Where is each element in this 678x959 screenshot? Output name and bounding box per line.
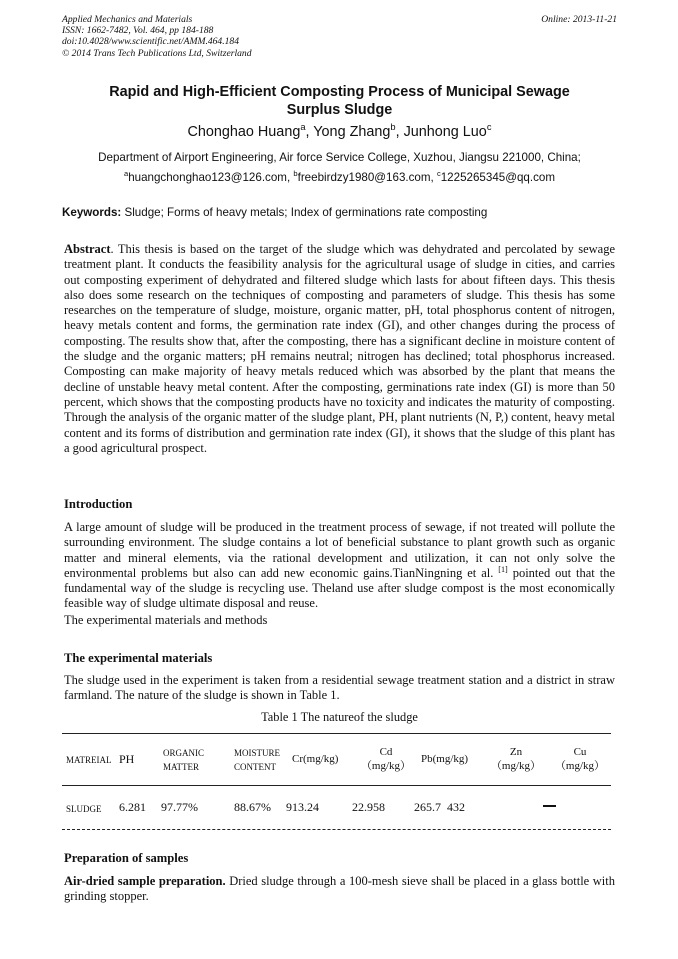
col-header-cd-line1: Cd [379,746,393,758]
abstract-text: . This thesis is based on the target of the sludge which was dehydrated and percolated by sewage treatment plant. It conducts the feasibility analysis for the agricultural usage of sludge in cities, and carries out composting experiment of dehydrated and filtered sludge which lasts for about fifteen days. This thesis also does some research on the techniques of composting and parameters of sludge. This thesis has some researches on the temperature of sludge, moisture, organic matter, pH, total phosphorus content of nitrogen, heavy metals content and forms, the germination rate index (GI), and other changes during the process of composting. The results show that, after the composting, there has a significant decline in moisture content of the sludge and the organic matters; pH remains neutral; nitrogen has declined; total phosphorus increased. Composting can make majority of heavy metals reduced which was absorbed by the plant that means the decline of unstable heavy metal content. After the composting, germinations rate index (GI) is more than 50 percent, which shows that the composting products have no toxicity and indicates the maturity of composting. Through the analysis of the organic matter of the sludge plant, PH, plant nutrients (N, P,) content, heavy metal content and its forms of distribution and germination rate index (GI), it shows that the sludge of this plant has a good agricultural prospect. [64,242,615,455]
author-list [62,123,617,141]
table-top-rule [62,733,611,734]
title-line-2: Surplus Sludge [286,102,393,118]
author-name: Junhong Luo [403,124,487,140]
col-header-zn-line1: Zn [509,746,523,758]
cell-moisture: 88.67% [234,800,271,814]
author-separator: , [395,124,404,140]
methods-line: The experimental materials and methods [64,613,268,627]
author-emails [62,171,617,185]
keywords-label: Keywords: [62,206,122,219]
email-sup: c [436,169,441,179]
cell-cd: 22.958 [352,800,385,814]
table-bottom-rule [62,829,611,830]
citation-ref: [1] [498,564,508,574]
title-line-1: Rapid and High-Efficient Composting Process of Municipal Sewage [109,84,570,100]
online-date: Online: 2013-11-21 [541,14,617,25]
preparation-paragraph [64,874,615,905]
issn-line: ISSN: 1662-7482, Vol. 464, pp 184-188 [62,25,214,37]
introduction-text: A large amount of sludge will be produced in the treatment process of sewage, if not treated will pollute the surrounding environment. The sludge contains a lot of beneficial substance to plant growth such as organic matter and mineral elements, via the rational development and utilization, it can not only solve the environmental problems but also can add new economic gains.TianNingning et al. [64,520,615,580]
cell-cu-dash [543,805,556,807]
col-header-moisture-line1: MOISTURE [234,748,281,758]
introduction-text-cont: pointed out that the fundamental way of the sludge is recycling use. Theland use after sludge compost is the most economically feasible way of sludge ultimate disposal and reuse. [64,565,615,611]
author-name: Chonghao Huang [187,124,301,140]
col-header-cd-line2: （mg/kg） [360,760,412,772]
col-header-pb: Pb(mg/kg) [421,753,469,765]
materials-heading: The experimental materials [64,651,213,665]
abstract-paragraph [64,242,615,456]
email-address: 1225265345@qq.com [440,171,556,184]
author-name: Yong Zhang [313,124,391,140]
col-header-cu [552,745,608,773]
table-caption: Table 1 The natureof the sludge [261,710,418,724]
col-header-moisture-line2: CONTENT [234,762,276,772]
abstract-label: Abstract [64,242,111,256]
paper-title [62,83,617,119]
col-header-organic-line1: ORGANIC [163,748,205,758]
col-header-ph: PH [119,752,135,766]
col-header-organic [163,746,204,774]
materials-paragraph: The sludge used in the experiment is taken from a residential sewage treatment station and a district in straw farmland. The nature of the sludge is shown in Table 1. [64,673,615,703]
cell-ph: 6.281 [119,800,146,814]
col-header-cu-line1: Cu [573,746,587,758]
email-sup: a [123,169,129,179]
journal-name: Applied Mechanics and Materials [62,14,193,25]
introduction-paragraph [64,520,615,612]
preparation-sub-text: Dried sludge through a 100-mesh sieve shall be placed in a glass bottle with grinding stopper. [64,874,615,904]
email-address: freebirdzy1980@163.com, [297,171,437,184]
col-header-organic-line2: MATTER [163,762,199,772]
keywords-text: Sludge; Forms of heavy metals; Index of germinations rate composting [121,206,488,219]
cell-cr: 913.24 [286,800,319,814]
email-sup: b [293,169,298,179]
author-sup: c [486,122,492,133]
col-header-cd [358,745,414,773]
col-header-moisture [234,746,280,774]
doi-line: doi:10.4028/www.scientific.net/AMM.464.184 [62,36,240,48]
col-header-zn-line2: （mg/kg） [490,760,542,772]
journal-header [62,14,617,59]
affiliation: Department of Airport Engineering, Air force Service College, Xuzhou, Jiangsu 221000, China; [98,151,581,164]
col-header-cu-line2: （mg/kg） [554,760,606,772]
col-header-zn [488,745,544,773]
author-sup: b [390,122,396,133]
table-header-rule [62,785,611,786]
col-header-cr: Cr(mg/kg) [292,753,339,765]
cell-organic: 97.77% [161,800,198,814]
email-address: huangchonghao123@126.com, [128,171,294,184]
preparation-sub-label: Air-dried sample preparation. [64,874,226,888]
col-header-material: MATREIAL [66,755,112,765]
author-separator: , [305,124,314,140]
copyright-line: © 2014 Trans Tech Publications Ltd, Switzerland [62,47,252,59]
cell-material: SLUDGE [66,804,102,814]
preparation-heading: Preparation of samples [64,851,189,865]
cell-pb-zn: 265.7 432 [414,800,465,814]
author-sup: a [300,122,306,133]
introduction-heading: Introduction [64,497,133,511]
keywords [62,206,617,220]
